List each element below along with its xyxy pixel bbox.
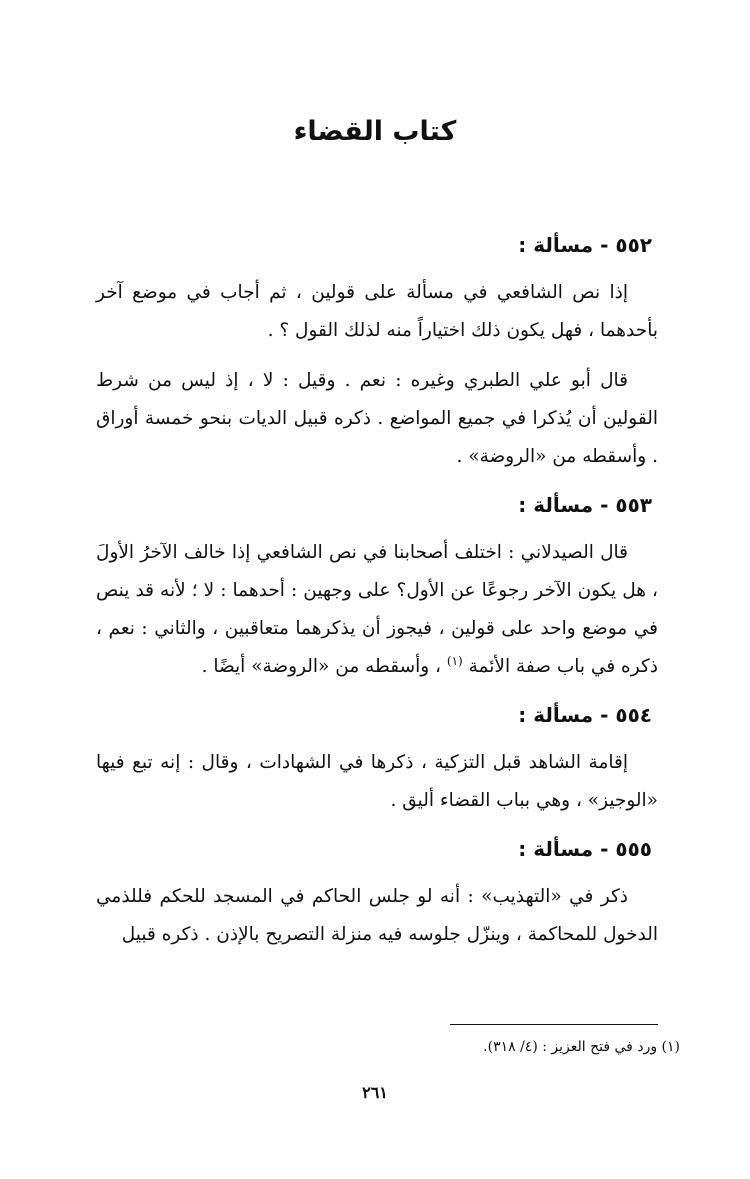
chapter-title: كتاب القضاء xyxy=(293,116,457,147)
page-number: ٢٦١ xyxy=(362,1083,388,1102)
footnote: (١) ورد في فتح العزيز : (٤/ ٣١٨). xyxy=(483,1039,680,1055)
footnote-reference: (١) xyxy=(446,653,463,668)
issue-555 xyxy=(96,832,658,954)
issue-555-paragraph: ذكر في «التهذيب» : أنه لو جلس الحاكم في المسجد للحكم فللذمي الدخول للمحاكمة ، وينزّل جلوسه فيه منزلة التصريح بالإذن . ذكره قبيل xyxy=(96,886,658,945)
issue-552-paragraph-1: إذا نص الشافعي في مسألة على قولين ، ثم أجاب في موضع آخر بأحدهما ، فهل يكون ذلك اختياراً منه لذلك القول ؟ . xyxy=(96,282,658,341)
issue-552 xyxy=(96,228,658,476)
issue-553 xyxy=(96,488,658,686)
issue-554-paragraph: إقامة الشاهد قبل التزكية ، ذكرها في الشهادات ، وقال : إنه تبع فيها «الوجيز» ، وهي بباب القضاء أليق . xyxy=(96,752,658,811)
issue-555-heading: ٥٥٥ - مسألة : xyxy=(518,837,652,861)
issue-553-paragraph xyxy=(96,534,658,686)
issue-553-text-part-1: قال الصيدلاني : اختلف أصحابنا في نص الشافعي إذا خالف الآخرُ الأولَ ، هل يكون الآخر رجوعًا عن الأول؟ على وجهين : أحدهما : لا ؛ لأنه قد ينص في موضع واحد على قولين ، فيجوز أن يذكرهما متعاقبين ، والثاني : نعم ، ذكره في باب صفة الأئمة xyxy=(96,542,658,677)
issue-554 xyxy=(96,698,658,820)
footnote-divider xyxy=(450,1024,658,1025)
issue-554-heading: ٥٥٤ - مسألة : xyxy=(518,703,652,727)
issue-553-text-part-2: ، وأسقطه من «الروضة» أيضًا . xyxy=(201,656,442,677)
body-text xyxy=(96,228,658,954)
issue-553-heading: ٥٥٣ - مسألة : xyxy=(518,493,652,517)
issue-552-heading: ٥٥٢ - مسألة : xyxy=(518,233,652,257)
issue-552-paragraph-2: قال أبو علي الطبري وغيره : نعم . وقيل : لا ، إذ ليس من شرط القولين أن يُذكرا في جميع المواضع . ذكره قبيل الديات بنحو خمسة أوراق . وأسقطه من «الروضة» . xyxy=(96,370,658,467)
